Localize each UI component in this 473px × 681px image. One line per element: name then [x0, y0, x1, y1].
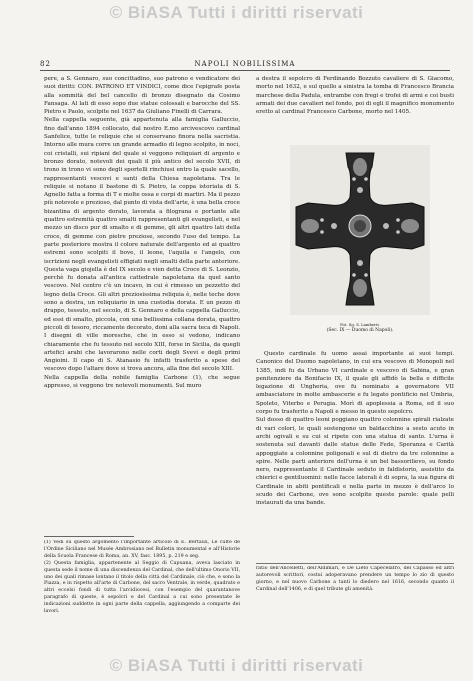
watermark-bottom: © BiASA Tutti i diritti riservati	[109, 656, 364, 675]
photo-credit: Fot. Sg. S. Lamberti.	[340, 322, 380, 327]
footnotes-right: ratio dell'Ancelletti, dell'Aldimari, e De Lieto Capecelatro, del Capasso ed altri autorevoli scrittori, costui adoperavano prendere un tempo lo zio di questo giorno, e nel nuovo Carbone a tanti lo diedero nel 1616, secondo quanto il Cardinal dell'1406, e di quel tribute gli amenità.	[256, 566, 454, 592]
header-rule	[40, 70, 450, 71]
left-column-text: pere, a S. Gennaro, suo concittadino, suo patrono e vendicatore dei suoi diritti: CON. PATRONO ET VINDICI, come dice l'epigrafe posta alla sommità del bel cancello di bronzo disegnato da Cosimo Fansaga. Al lati di esso sopo due statue colossali e barocche del SS. Pietro e Paolo, scolpite nel 1637 da Giuliano Finelli di Carrara. Nella cappella seguente, già appartenuta alla famiglia Galluccio, fino dall'anno 1894 collocato, dal nostro E.mo arcivescovo cardinal Sanfelice, tutte le reliquie che si conservano finora nella sacristia. Intorno alle mura corre un grande armadio di legno scolpito, in noci, coi cristalli, sui ripiani del quale si veggono reliquiari di argento e bronzo dorato, notevoli dei quali il più antico del secolo XVII, di trono in trono vi sono degli sportelli rinchiusi entro la quale sacello, rappresentanti vescovi e santi della Chiesa napoletana. Tra le reliquie si notano il bastone di S. Pietro, la coppa istoriata di S. Agnello fatta a forma di T e molte ossa e corpi di martiri. Ma il pezzo più notevole e prezioso, dal punto di vista dell'arte, è una bella croce bizantina di argento dorato, lavorata a filograna e portante alle quattro estremità quattro smalti rappresentanti gli evangelisti, e nel mezzo un disco pur di smalto e di gemme, gli altri quattro lati della croce, di gemme con pietre preziose, secondo l'uso del tempo. La parte posteriore mostra il colore naturale dell'argento ed ai quattro estremi sono scolpiti il bove, il leone, l'aquila e l'angelo, con iscrizioni negli evangelisti effigiati negli smalti della parte anteriore. Questa vaga giojella è del IX secolo e vien detta Croce di S. Leonzio, perchè fu donata all'antica cattedrale napoletana da quel santo vescovo. Nel centro c'è un incavo, in cui è rimesso un pezzetto del legno della Croce. Gli altri preziosissima reliquia è, nelle teche dove sono a destra, un reliquiario in una custodia dorata. E un pezzo di drappo, tessuto, nel secolo, di S. Gennaro e della cappella Galluccio, ed essi di smalto, piccola, con una bellissima collana dorata, quattro piccoli di tesoro, riccamente decorato, doni alla sacra teca di Napoli. I disegni di ville moresche, che in esso si vedono, indicano chiaramente che fu tessuto nel secolo XIII, forse in Sicilia, da quegli artefici arabi che lavorarono nelle corti degli Svevi e degli primi Angioini. Il capo di S. Atanasio fu infatti trasferito a spese del vescovo dopo l'altare dove si trova ancora, alla fine del secolo XIII. Nella cappella della nobile famiglia Carbone (1), che segue appresso, si veggono tre notevoli monumenti. Sul muro	[44, 76, 240, 389]
footnote-rule-left	[44, 536, 134, 537]
page-number: 82	[40, 60, 51, 68]
footnotes-left: (1) Vedi su questo argomento l'importante articolo di E. Bertaux, Le culte de l'Ordine Siciliano nel Musée Ambrosiano nel Bulletin monumental e all'Historie della Scuola Francese di Roma, an. XV, fasc. 1895, p. 219 e seg. (2) Questa famiglia, appartenente al Seggio di Capuana, aveva lasciato in questa sede il nome di una discendenza del Cardinal, che dell'ultimo Onorio VII, uno dei quali rimase lontano il titolo della città del Cardinale, ciò che, e sono la Piazza, e in rispetto all'arte di Carbone, del sacro Ventrale, in verde, quadrato e altri eccelsi fondi di tutta l'arcidiocesi, con l'esempio del quarantanove paragrafo di queste, è sepolcri e del Cardinal a cui sono presentate le indicazioni suddette in ogni parte della cappella, aggiungendo a comparte dei lavori.	[44, 540, 240, 615]
figure-caption	[270, 322, 450, 334]
cross-illustration	[290, 145, 430, 315]
caption-text: (Sec. IX — Duomo di Napoli).	[326, 328, 394, 333]
right-column-top-text: a destra il sepolcro di Ferdinando Bozzuto cavaliere di S. Giacomo, morto nel 1632, e sul quello a sinistra la tomba di Francesco Brancia marchese della Padula, entrambe con fregi e trofei di armi e coi busti armati dei due cavalieri nel fondo, poi di egli il magnifico monumento eretto al cardinal Francesco Carbone, morto nel 1405.	[256, 76, 454, 116]
running-title: NAPOLI NOBILISSIMA	[194, 60, 296, 68]
byzantine-cross-image	[290, 145, 430, 315]
right-column-bottom-text: Questo cardinale fu uomo assai importante ai suoi tempi. Canonico del Duomo napoletano, in cui era vescovo di Monopoli nel 1385, indi fu da Urbano VI cardinale e vescovo di Sabina, e gran penitenziere da Bonifacio IX, il quale gli affidò la bella e difficile legazione di Ungheria, ove fu nominato a governatore VII ambasciatore in molte ambascerie e fu legato pontificio nel Umbria, Spoleto, Viterbo e Perugia. Morì di apoplessia a Roma, ed il suo corpo fu trasferito a Napoli e messo in questo sepolcro. Sul dosso di quattro leoni poggiano quattro colonnine spirali rialzate di vari colori, le quali sostengono un baldacchino a sesto acuto in archi ogivali e su cui si ripete con una statua di santo. L'urna è sostenuta sul davanti dalle statue delle Fede, Speranza e Carità appoggiate a colonnine poligonali e sul di dietro da tre colonnine a spire. Nelle parti anteriore dell'urna è un bel bassorilievo, su fondo nero, rappresentante il Cardinale seduto in faldistorio, assistito da chierici e gentiluomini: nelle facce laterali è di sopra, la sua figura di Cardinale in abiti pontificali e nella parte in mezzo è dell'arco lo scudo dei Carbone, ove sono scolpite queste parole: quale pelli instaurati da una bande.	[256, 351, 454, 507]
footnote-rule-right	[256, 563, 454, 564]
watermark-top: © BiASA Tutti i diritti riservati	[109, 3, 364, 22]
